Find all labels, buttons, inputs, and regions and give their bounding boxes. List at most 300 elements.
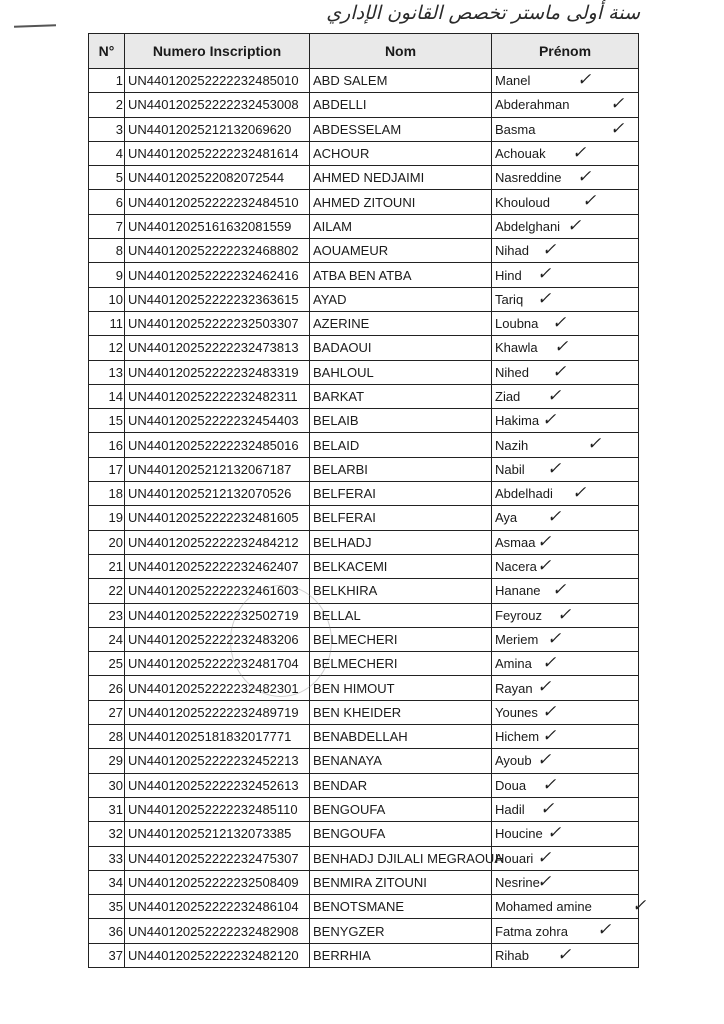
row-number-text: 4 [115,146,123,162]
student-nom-text: BELMECHERI [313,631,398,647]
inscription-number [125,433,310,457]
row-number-text: 2 [115,97,123,113]
table-row [89,579,639,603]
student-prenom-text: Nasreddine [495,170,562,186]
student-nom-text: BENGOUFA [313,826,386,842]
inscription-number [125,239,310,263]
student-prenom [492,69,639,93]
inscription-number-text: UN440120252222232452613 [128,777,299,793]
student-nom [310,336,492,360]
student-prenom-text: Aya [495,510,518,526]
student-nom [310,360,492,384]
inscription-number-text: UN440120252222232468802 [128,243,299,259]
student-prenom-text: Younes [495,704,538,720]
inscription-number [125,287,310,311]
inscription-number [125,943,310,967]
inscription-number-text: UN440120252222232454403 [128,413,299,429]
student-nom [310,409,492,433]
table-row [89,360,639,384]
handwritten-title: سنة أولى ماستر تخصص القانون الإداري [326,2,640,24]
table-row [89,895,639,919]
row-number [89,336,125,360]
student-prenom [492,190,639,214]
handwritten-check-icon: ✓ [537,847,552,868]
inscription-number [125,141,310,165]
handwritten-check-icon: ✓ [610,118,625,139]
pen-mark [14,24,56,27]
inscription-number-text: UN44012025212132069620 [128,121,292,137]
row-number [89,943,125,967]
row-number [89,530,125,554]
student-nom [310,190,492,214]
student-nom-text: BENMIRA ZITOUNI [313,874,427,890]
inscription-number-text: UN440120252222232481605 [128,510,299,526]
handwritten-check-icon: ✓ [572,483,587,504]
table-row [89,190,639,214]
table-row [89,433,639,457]
student-nom [310,166,492,190]
header-nom: Nom [310,34,492,69]
table-row [89,627,639,651]
inscription-number [125,336,310,360]
student-nom [310,214,492,238]
inscription-number [125,700,310,724]
inscription-number [125,797,310,821]
student-nom-text: AHMED ZITOUNI [313,194,416,210]
inscription-number [125,579,310,603]
inscription-number-text: UN440120252222232461603 [128,583,299,599]
row-number [89,870,125,894]
row-number-text: 33 [108,850,123,866]
row-number-text: 21 [108,559,123,575]
inscription-number-text: UN440120252222232484212 [128,534,299,550]
table-row [89,652,639,676]
row-number [89,360,125,384]
student-prenom [492,579,639,603]
student-nom-text: BELFERAI [313,486,376,502]
student-prenom-text: Nazih [495,437,529,453]
student-nom-text: BEN HIMOUT [313,680,395,696]
student-nom [310,652,492,676]
handwritten-check-icon: ✓ [537,264,552,285]
handwritten-check-icon: ✓ [540,798,555,819]
handwritten-check-icon: ✓ [587,434,602,455]
student-nom-text: BELARBI [313,461,368,477]
student-nom [310,93,492,117]
header-prenom: Prénom [492,34,639,69]
inscription-number [125,652,310,676]
row-number [89,652,125,676]
student-nom-text: BERRHIA [313,947,371,963]
handwritten-check-icon: ✓ [537,750,552,771]
table-row [89,336,639,360]
student-nom [310,433,492,457]
student-nom-text: BENYGZER [313,923,385,939]
student-prenom-text: Houcine [495,826,543,842]
row-number-text: 34 [108,874,123,890]
table-row [89,749,639,773]
handwritten-check-icon: ✓ [542,774,557,795]
row-number-text: 11 [109,316,123,332]
row-number [89,287,125,311]
row-number [89,214,125,238]
inscription-number-text: UN440120252222232363615 [128,291,299,307]
table-row [89,457,639,481]
handwritten-check-icon: ✓ [572,142,587,163]
inscription-number-text: UN440120252222232481704 [128,656,299,672]
student-nom-text: AYAD [313,291,347,307]
row-number [89,627,125,651]
row-number-text: 37 [108,947,123,963]
student-prenom-text: Khouloud [495,194,550,210]
table-row [89,93,639,117]
student-prenom-text: Abdelghani [495,218,561,234]
student-prenom [492,943,639,967]
student-prenom-text: Nacera [495,559,537,575]
student-nom-text: BELKHIRA [313,583,378,599]
table-row [89,725,639,749]
student-prenom-text: Ziad [495,389,521,404]
handwritten-check-icon: ✓ [582,191,597,212]
student-nom-text: AILAM [313,218,353,234]
student-prenom-text: Nabil [495,461,525,477]
row-number [89,166,125,190]
student-prenom [492,530,639,554]
student-nom-text: BENANAYA [313,753,382,769]
inscription-number-text: UN44012025161632081559 [128,218,292,234]
row-number [89,676,125,700]
student-prenom [492,336,639,360]
row-number [89,797,125,821]
row-number-text: 36 [108,923,123,939]
student-nom [310,773,492,797]
student-prenom [492,822,639,846]
row-number [89,117,125,141]
student-prenom [492,725,639,749]
student-nom [310,627,492,651]
student-prenom [492,700,639,724]
student-prenom [492,554,639,578]
row-number [89,700,125,724]
row-number [89,919,125,943]
inscription-number [125,93,310,117]
student-nom-text: BEN KHEIDER [313,704,402,720]
header-num: N° [89,34,125,69]
row-number [89,141,125,165]
row-number [89,506,125,530]
row-number-text: 18 [108,486,123,502]
student-nom [310,117,492,141]
handwritten-check-icon: ✓ [632,896,647,917]
student-prenom-text: Doua [495,777,527,793]
student-prenom [492,384,639,408]
row-number-text: 3 [115,121,123,137]
handwritten-check-icon: ✓ [547,507,562,528]
table-row [89,141,639,165]
student-prenom-text: Amina [495,656,532,672]
student-prenom [492,919,639,943]
student-prenom [492,287,639,311]
student-prenom [492,457,639,481]
inscription-number-text: UN44012025212132067187 [128,461,292,477]
table-row [89,603,639,627]
student-prenom [492,409,639,433]
row-number-text: 22 [108,583,123,599]
student-prenom [492,311,639,335]
inscription-number [125,725,310,749]
handwritten-check-icon: ✓ [537,531,552,552]
row-number-text: 12 [108,340,123,356]
student-prenom-text: Nihad [495,243,529,259]
handwritten-check-icon: ✓ [577,70,592,90]
row-number [89,263,125,287]
inscription-number [125,69,310,93]
handwritten-check-icon: ✓ [552,361,567,382]
student-prenom [492,482,639,506]
table-row [89,919,639,943]
student-nom-text: BELAID [313,437,360,453]
table-row [89,384,639,408]
student-prenom-text: Feyrouz [495,607,542,623]
student-prenom-text: Fatma zohra [495,923,568,939]
student-nom [310,141,492,165]
row-number-text: 17 [108,461,123,477]
student-prenom [492,141,639,165]
student-prenom [492,360,639,384]
student-prenom-text: Hakima [495,413,540,429]
student-nom-text: ACHOUR [313,146,370,162]
handwritten-check-icon: ✓ [547,823,562,844]
row-number-text: 19 [108,510,123,526]
table-row [89,263,639,287]
student-nom [310,69,492,93]
inscription-number [125,384,310,408]
student-prenom-text: Meriem [495,631,539,647]
student-nom [310,725,492,749]
student-nom-text: BENABDELLAH [313,729,408,745]
row-number [89,239,125,263]
student-nom [310,482,492,506]
handwritten-check-icon: ✓ [542,410,557,431]
row-number-text: 30 [108,777,123,793]
inscription-number [125,506,310,530]
handwritten-check-icon: ✓ [537,677,552,698]
student-prenom-text: Hanane [495,583,541,599]
table-row [89,166,639,190]
handwritten-check-icon: ✓ [567,215,582,236]
inscription-number [125,603,310,627]
student-nom-text: ATBA BEN ATBA [313,267,412,283]
student-prenom [492,117,639,141]
student-prenom-text: Mohamed amine [495,899,592,915]
row-number-text: 1 [115,73,123,89]
student-prenom-text: Khawla [495,340,538,356]
student-nom-text: BELKACEMI [313,559,388,575]
row-number [89,725,125,749]
row-number-text: 20 [108,534,123,550]
table-row [89,239,639,263]
handwritten-check-icon: ✓ [537,288,552,309]
row-number [89,822,125,846]
handwritten-check-icon: ✓ [552,312,567,333]
inscription-number-text: UN440120252222232485110 [128,802,298,818]
student-nom-text: BELHADJ [313,534,372,550]
inscription-number-text: UN440120252222232482120 [128,947,299,963]
table-row [89,676,639,700]
row-number-text: 14 [108,389,123,404]
student-nom [310,919,492,943]
inscription-number-text: UN440120252222232484510 [128,194,299,210]
row-number [89,190,125,214]
student-nom [310,676,492,700]
student-prenom [492,214,639,238]
inscription-number-text: UN440120252222232482311 [128,389,298,404]
inscription-number [125,773,310,797]
table-row [89,870,639,894]
inscription-number-text: UN440120252222232486104 [128,899,299,915]
inscription-number [125,895,310,919]
inscription-number-text: UN44012025212132070526 [128,486,292,502]
row-number [89,603,125,627]
student-nom-text: ABD SALEM [313,73,388,89]
student-prenom-text: Rayan [495,680,533,696]
student-nom-text: BELMECHERI [313,656,398,672]
handwritten-check-icon: ✓ [547,628,562,649]
student-prenom [492,749,639,773]
student-prenom-text: Abderahman [495,97,570,113]
row-number-text: 8 [115,243,123,259]
row-number-text: 15 [108,413,123,429]
student-nom [310,846,503,870]
table-row [89,797,639,821]
student-nom [310,287,492,311]
table-row [89,117,639,141]
student-prenom [492,433,639,457]
inscription-number-text: UN440120252222232482301 [128,680,299,696]
student-nom [310,384,492,408]
inscription-number-text: UN440120252222232485016 [128,437,299,453]
row-number-text: 29 [108,753,123,769]
student-nom-text: ABDESSELAM [313,121,402,137]
student-prenom-text: Nesrine [495,874,540,890]
student-prenom-text: Basma [495,121,536,137]
student-prenom [492,93,639,117]
student-prenom [492,773,639,797]
student-nom [310,554,492,578]
inscription-number-text: UN440120252222232483319 [128,364,299,380]
student-nom [310,311,492,335]
student-prenom [492,263,639,287]
row-number-text: 23 [108,607,123,623]
inscription-number [125,530,310,554]
row-number [89,69,125,93]
inscription-number [125,822,310,846]
row-number-text: 28 [108,729,123,745]
row-number [89,482,125,506]
inscription-number [125,627,310,651]
inscription-number [125,190,310,214]
table-row [89,409,639,433]
student-prenom [492,870,639,894]
row-number-text: 25 [108,656,123,672]
student-nom [310,943,492,967]
inscription-number-text: UN440120252222232502719 [128,607,299,623]
student-nom-text: BELAIB [313,413,359,429]
handwritten-check-icon: ✓ [537,871,552,892]
table-row [89,287,639,311]
row-number [89,846,125,870]
inscription-number [125,117,310,141]
student-prenom-text: Ayoub [495,753,532,769]
student-prenom [492,166,639,190]
inscription-number [125,554,310,578]
inscription-number-text: UN440120252222232485010 [128,73,299,89]
table-row [89,554,639,578]
inscription-number-text: UN440120252222232482908 [128,923,299,939]
inscription-number [125,311,310,335]
student-nom-text: AOUAMEUR [313,243,389,259]
student-nom [310,822,492,846]
row-number-text: 26 [108,680,123,696]
inscription-number [125,749,310,773]
student-prenom-text: Nihed [495,364,529,380]
student-nom [310,579,492,603]
row-number [89,384,125,408]
row-number-text: 5 [115,170,123,186]
student-nom-text: BENGOUFA [313,802,386,818]
row-number-text: 32 [108,826,123,842]
header-inscription: Numero Inscription [125,34,310,69]
student-nom-text: ABDELLI [313,97,367,113]
inscription-number [125,263,310,287]
inscription-number-text: UN440120252222232473813 [128,340,299,356]
student-prenom-text: Abdelhadi [495,486,553,502]
table-row [89,700,639,724]
student-prenom-text: Manel [495,73,531,89]
row-number [89,749,125,773]
student-prenom-text: Rihab [495,947,529,963]
student-prenom-text: Hichem [495,729,540,745]
header-row [89,34,639,69]
inscription-number-text: UN44012025181832017771 [128,729,292,745]
handwritten-check-icon: ✓ [542,653,557,674]
student-nom-text: AHMED NEDJAIMI [313,170,425,186]
student-nom [310,457,492,481]
student-prenom-text: Houari [495,850,534,866]
handwritten-check-icon: ✓ [542,726,557,747]
student-prenom [492,797,639,821]
student-nom [310,895,492,919]
handwritten-check-icon: ✓ [554,337,569,358]
handwritten-check-icon: ✓ [557,604,572,625]
student-prenom-text: Hadil [495,802,525,818]
row-number-text: 13 [108,364,123,380]
student-nom [310,700,492,724]
handwritten-check-icon: ✓ [542,701,557,722]
inscription-number-text: UN440120252222232462416 [128,267,299,283]
student-prenom-text: Loubna [495,316,539,332]
student-nom [310,603,492,627]
row-number [89,554,125,578]
inscription-number-text: UN4401202522082072544 [128,170,285,186]
row-number [89,895,125,919]
inscription-number-text: UN44012025212132073385 [128,826,292,842]
inscription-number-text: UN440120252222232489719 [128,704,299,720]
student-nom [310,263,492,287]
inscription-number-text: UN440120252222232481614 [128,146,299,162]
inscription-number-text: UN440120252222232503307 [128,316,299,332]
inscription-number [125,409,310,433]
